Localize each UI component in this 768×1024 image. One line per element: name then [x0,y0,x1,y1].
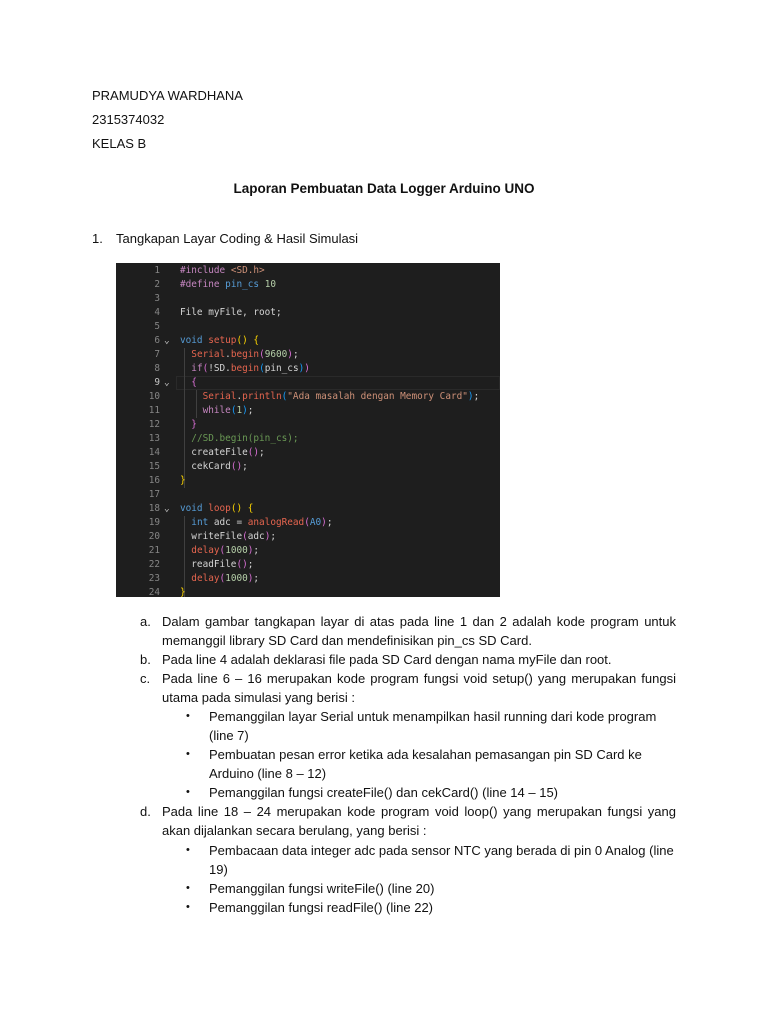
document-title: Laporan Pembuatan Data Logger Arduino UNO [233,181,535,196]
line-number: 19 [148,517,160,528]
code-line: 21 delay(1000); [116,544,500,558]
line-number: 13 [148,433,160,444]
line-number: 20 [148,531,160,542]
line-number: 21 [148,545,160,556]
code-line: 2 #define pin_cs 10 [116,278,500,292]
bullet-icon: • [186,882,190,894]
code-line: 15 cekCard(); [116,460,500,474]
code-line: 6 ⌄ void setup() { [116,334,500,348]
line-number: 16 [148,475,160,486]
line-number: 18 [148,503,160,514]
fold-chevron-icon[interactable]: ⌄ [164,377,170,388]
code-line: 9 ⌄ { [116,376,500,390]
list-marker: b. [140,652,151,667]
line-number: 6 [154,335,160,346]
code-line: 4 File myFile, root; [116,306,500,320]
bullet-text: Pembuatan pesan error ketika ada kesalahan pemasangan pin SD Card ke Arduino (line 8 – 12) [209,747,642,781]
line-number: 15 [148,461,160,472]
code-line: 1 #include <SD.h> [116,264,500,278]
list-marker: a. [140,614,151,629]
line-number: 4 [154,307,160,318]
line-number: 8 [154,363,160,374]
code-screenshot [116,263,500,597]
line-number: 10 [148,391,160,402]
line-number: 14 [148,447,160,458]
bullet-text: Pembacaan data integer adc pada sensor NTC yang berada di pin 0 Analog (line 19) [209,843,674,877]
code-line [116,320,500,334]
line-number: 17 [148,489,160,500]
code-line: 7 Serial.begin(9600); [116,348,500,362]
bullet-text: Pemanggilan fungsi createFile() dan cekCard() (line 14 – 15) [209,785,559,800]
bullet-icon: • [186,844,190,856]
code-line: 11 while(1); [116,404,500,418]
line-number: 3 [154,293,160,304]
bullet-icon: • [186,901,190,913]
code-line [116,488,500,502]
code-line: 14 createFile(); [116,446,500,460]
code-line: 24 } [116,586,500,597]
code-line: 10 Serial.println("Ada masalah dengan Memory Card"); [116,390,500,404]
section-heading [92,231,358,246]
bullet-icon: • [186,710,190,722]
section-label: Tangkapan Layar Coding & Hasil Simulasi [116,231,359,246]
line-number: 24 [148,587,160,597]
line-number: 22 [148,559,160,570]
line-number: 1 [154,265,160,276]
line-number: 9 [154,377,160,388]
list-marker: c. [140,671,151,686]
code-line: 13 //SD.begin(pin_cs); [116,432,500,446]
code-line [116,292,500,306]
list-item-text: Pada line 4 adalah deklarasi file pada SD Card dengan nama myFile dan root. [162,652,612,667]
line-number: 23 [148,573,160,584]
bullet-icon: • [186,786,190,798]
code-line: 16 } [116,474,500,488]
line-number: 5 [154,321,160,332]
list-item-text: Pada line 6 – 16 merupakan kode program fungsi void setup() yang merupakan fungsi utama pada simulasi yang berisi : [162,671,676,705]
list-item-text: Dalam gambar tangkapan layar di atas pada line 1 dan 2 adalah kode program untuk memanggil library SD Card dan mendefinisikan pin_cs SD Card. [162,614,676,648]
code-line: 19 int adc = analogRead(A0); [116,516,500,530]
code-line: 20 writeFile(adc); [116,530,500,544]
line-number: 7 [154,349,160,360]
line-number: 2 [154,279,160,290]
student-id: 2315374032 [92,112,165,127]
author-name: PRAMUDYA WARDHANA [92,88,243,103]
bullet-text: Pemanggilan fungsi readFile() (line 22) [209,900,434,915]
section-number: 1. [92,231,103,246]
bullet-text: Pemanggilan fungsi writeFile() (line 20) [209,881,435,896]
code-line: 8 if(!SD.begin(pin_cs)) [116,362,500,376]
bullet-text: Pemanggilan layar Serial untuk menampilkan hasil running dari kode program (line 7) [209,709,657,743]
code-line: 12 } [116,418,500,432]
class-label: KELAS B [92,136,147,151]
list-item-text: Pada line 18 – 24 merupakan kode program void loop() yang merupakan fungsi yang akan dijalankan secara berulang, yang berisi : [162,804,676,838]
fold-chevron-icon[interactable]: ⌄ [164,503,170,514]
list-marker: d. [140,804,151,819]
line-number: 12 [148,419,160,430]
code-line: 23 delay(1000); [116,572,500,586]
bullet-icon: • [186,748,190,760]
code-line: 18 ⌄ void loop() { [116,502,500,516]
fold-chevron-icon[interactable]: ⌄ [164,335,170,346]
code-line: 22 readFile(); [116,558,500,572]
line-number: 11 [148,405,160,416]
